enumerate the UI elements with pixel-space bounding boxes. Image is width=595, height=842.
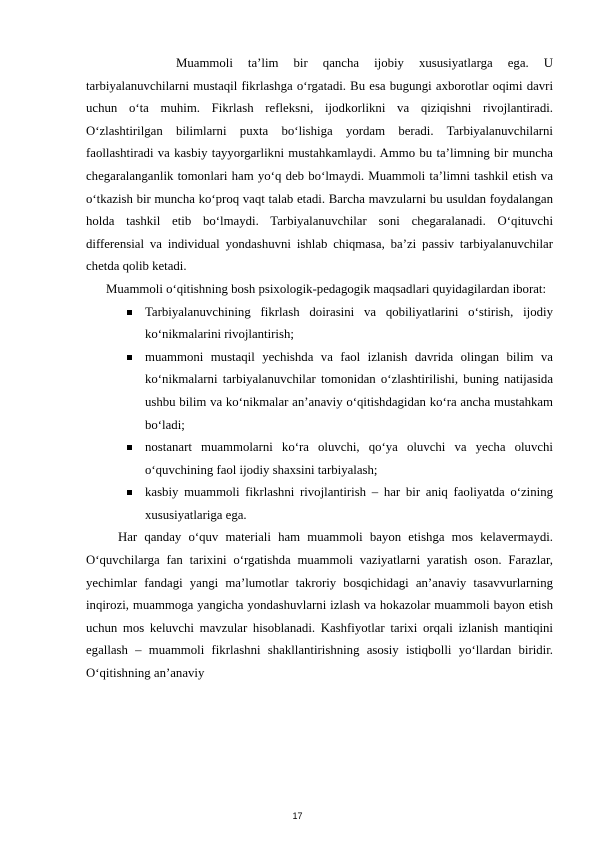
list-item-text: nostanart muammolarni ko‘ra oluvchi, qo‘ya oluvchi va yecha oluvchi o‘quvchining faol ijodiy shaxsini tarbiyalash; [145,440,553,477]
list-item [145,481,553,526]
square-bullet-icon [127,310,132,315]
page-number: 17 [292,811,303,821]
list-item [145,301,553,346]
list-item [145,346,553,436]
paragraph-advantages: Muammoli ta’lim bir qancha ijobiy xususiyatlarga ega. U tarbiyalanuvchilarni mustaqil fikrlashga o‘rgatadi. Bu esa bugungi axborotlar oqimi davri uchun o‘ta muhim. Fikrlash refleksni, ijodkorlikni va qiziqishni rivojlantiradi. O‘zlashtirilgan bilimlarni puxta bo‘lishiga yordam beradi. Tarbiyalanuvchilarni faollashtiradi va kasbiy tayyorgarlikni mustahkamlaydi. Ammo bu ta’limning bir muncha chegaralanganlik tomonlari ham yo‘q deb bo‘lmaydi. Muammoli ta’limni tashkil etish va o‘tkazish bir muncha ko‘proq vaqt talab etadi. Barcha mavzularni bu usuldan foydalangan holda tashkil etib bo‘lmaydi. Tarbiyalanuvchilar soni chegaralanadi. O‘qituvchi differensial va individual yondashuvni ishlab chiqmasa, ba’zi passiv tarbiyalanuvchilar chetda qolib ketadi. [86,56,553,274]
list-item-text: kasbiy muammoli fikrlashni rivojlantirish – har bir aniq faoliyatda o‘zining xususiyatlariga ega. [145,485,553,522]
square-bullet-icon [127,355,132,360]
list-item-text: Tarbiyalanuvchining fikrlash doirasini va qobiliyatlarini o‘stirish, ijodiy ko‘nikmalarini rivojlantirish; [145,304,553,342]
square-bullet-icon [127,445,132,450]
square-bullet-icon [127,490,132,495]
paragraph-goals-intro: Muammoli o‘qitishning bosh psixologik-pedagogik maqsadlari quyidagilardan iborat: [106,281,547,296]
goals-list [86,301,553,527]
list-item-text: muammoni mustaqil yechishda va faol izlanish davrida olingan bilim va ko‘nikmalarni tarbiyalanuvchilar tomonidan o‘zlashtirilishi, buning natijasida ushbu bilim va ko‘nikmalar an’anaviy o‘qitishdagidan ko‘ra ancha mustahkam bo‘ladi; [145,349,553,432]
list-item [145,436,553,481]
body-text [86,52,553,685]
paragraph-material: Har qanday o‘quv materiali ham muammoli bayon etishga mos kelavermaydi. O‘quvchilarga fan tarixini o‘rgatishda muammoli vaziyatlarni yaratish oson. Farazlar, yechimlar fandagi yangi ma’lumotlar takroriy bosqichidagi an’anaviy tasavvurlarning inqirozi, muammoga yangicha yondashuvlarni izlash va hokazolar muammoli bayon etish uchun mos keluvchi mavzular hisoblanadi. Kashfiyotlar tarixi orqali izlanish mantiqini egallash – muammoli fikrlashni shakllantirishning asosiy istiqbolli yo‘llardan biridir. O‘qitishning an’anaviy [86,530,553,681]
